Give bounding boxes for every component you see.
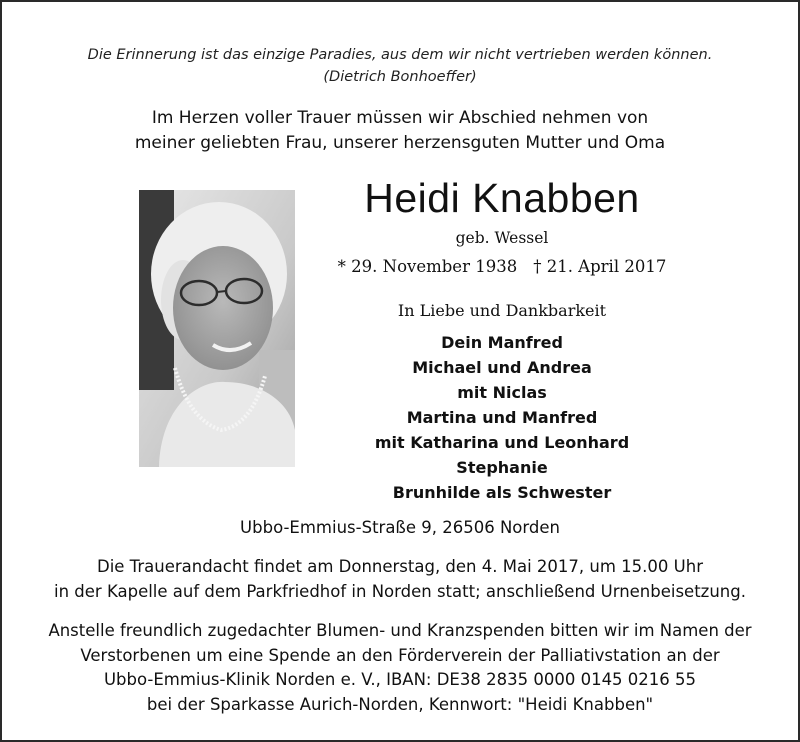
service-info — [2, 554, 798, 604]
birth-date: * 29. November 1938 — [337, 257, 518, 276]
donation-line-2: Verstorbenen um eine Spende an den Förderverein der Palliativstation an der — [80, 645, 720, 665]
quote-author: (Dietrich Bonhoeffer) — [323, 69, 477, 85]
mourner-name: Dein Manfred — [441, 333, 563, 352]
portrait-image — [139, 190, 295, 467]
family-address: Ubbo-Emmius-Straße 9, 26506 Norden — [240, 518, 560, 537]
intro-block — [2, 106, 798, 156]
service-line-1: Die Trauerandacht findet am Donnerstag, den 4. Mai 2017, um 15.00 Uhr — [97, 557, 703, 576]
mourner-name: Martina und Manfred — [406, 408, 598, 427]
intro-line-2: meiner geliebten Frau, unserer herzensguten Mutter und Oma — [134, 133, 666, 153]
death-date: † 21. April 2017 — [533, 257, 667, 276]
intro-line-1: Im Herzen voller Trauer müssen wir Abschied nehmen von — [151, 108, 649, 128]
mourner-name: Stephanie — [456, 458, 548, 477]
service-line-2: in der Kapelle auf dem Parkfriedhof in Norden statt; anschließend Urnenbeisetzung. — [54, 582, 746, 601]
quote-block — [2, 44, 798, 88]
life-dates — [312, 255, 692, 279]
mourner-name: Brunhilde als Schwester — [392, 483, 612, 502]
mourning-tagline: In Liebe und Dankbarkeit — [397, 301, 607, 320]
mourner-name: Michael und Andrea — [412, 358, 592, 377]
portrait-photo — [139, 190, 295, 467]
mourner-name: mit Niclas — [457, 383, 547, 402]
donation-line-4: bei der Sparkasse Aurich-Norden, Kennwort: "Heidi Knabben" — [146, 694, 654, 714]
mourners-list — [312, 330, 692, 505]
deceased-name: Heidi Knabben — [364, 175, 640, 221]
maiden-name: geb. Wessel — [455, 229, 549, 247]
donation-info — [2, 619, 798, 717]
donation-line-3: Ubbo-Emmius-Klinik Norden e. V., IBAN: DE38 2835 0000 0145 0216 55 — [103, 670, 697, 689]
donation-line-1: Anstelle freundlich zugedachter Blumen- und Kranzspenden bitten wir im Namen der — [48, 621, 752, 640]
quote-text: Die Erinnerung ist das einzige Paradies, aus dem wir nicht vertrieben werden können. — [87, 47, 713, 63]
mourner-name: mit Katharina und Leonhard — [374, 433, 630, 452]
